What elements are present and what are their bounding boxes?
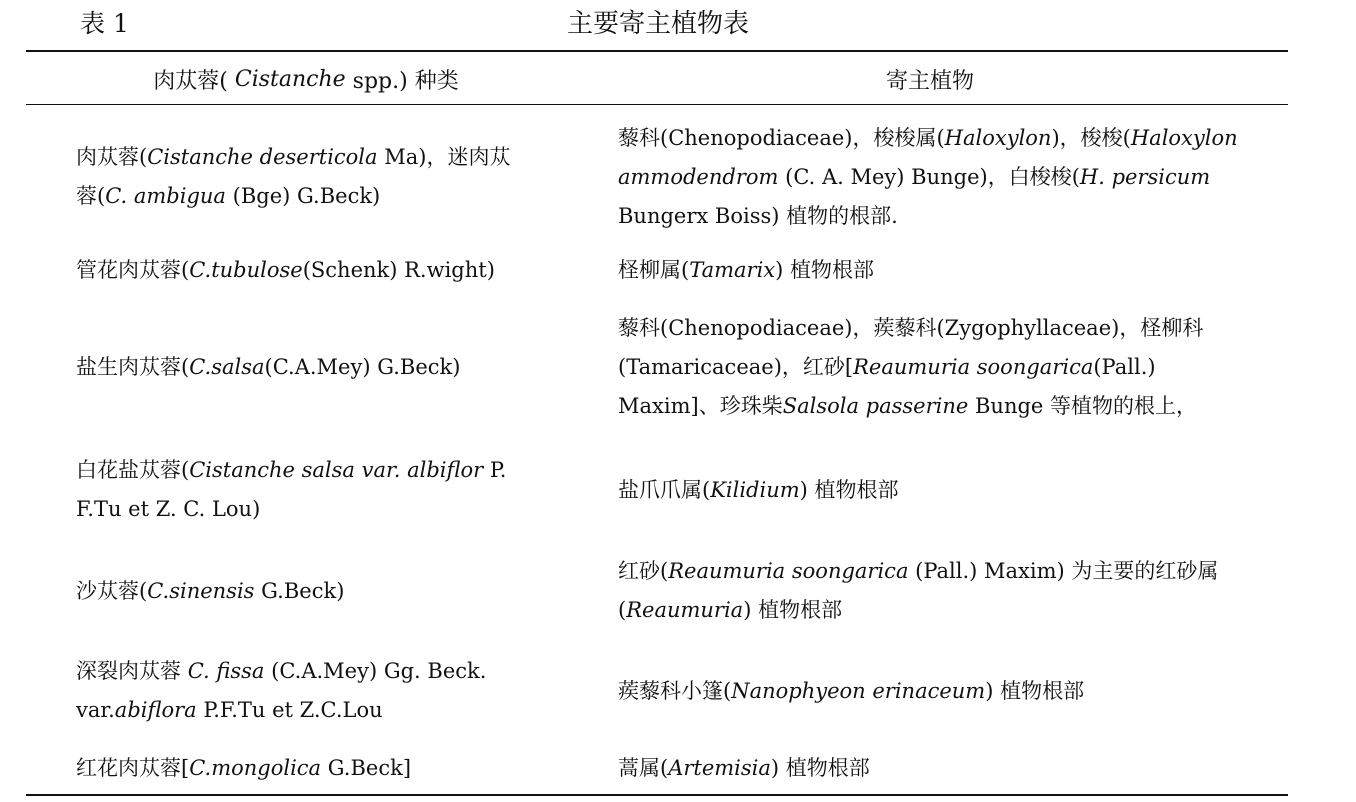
table-top-rule <box>26 50 1288 52</box>
table-row-species: 管花肉苁蓉(C.tubulose(Schenk) R.wight) <box>76 257 495 282</box>
table-row-host: 盐爪爪属(Kilidium) 植物根部 <box>618 477 899 502</box>
table-row-species: 盐生肉苁蓉(C.salsa(C.A.Mey) G.Beck) <box>76 354 461 379</box>
table-row-species: 红花肉苁蓉[C.mongolica G.Beck] <box>76 755 412 780</box>
column-header-host-plants: 寄主植物 <box>885 68 974 94</box>
table-bottom-rule <box>26 794 1288 796</box>
column-header-species: 肉苁蓉( Cistanche spp.) 种类 <box>153 66 459 94</box>
table-number: 表 1 <box>80 9 129 38</box>
table-header-rule <box>26 104 1288 105</box>
table-row-host: 藜科(Chenopodiaceae)，梭梭属(Haloxylon)，梭梭(Haloxylon ammodendrom (C. A. Mey) Bunge)，白梭梭(H. persicum Bungerx Boiss) 植物的根部. <box>618 125 1238 228</box>
table-row-species: 深裂肉苁蓉 C. fissa (C.A.Mey) Gg. Beck. var.abiflora P.F.Tu et Z.C.Lou <box>76 659 487 722</box>
table-row-species: 白花盐苁蓉(Cistanche salsa var. albiflor P. F.Tu et Z. C. Lou) <box>76 458 507 521</box>
table-row-host: 蒿属(Artemisia) 植物根部 <box>618 755 870 780</box>
table-row-host: 红砂(Reaumuria soongarica (Pall.) Maxim) 为主要的红砂属(Reaumuria) 植物根部 <box>618 559 1219 622</box>
table-row-host: 蒺藜科小篷(Nanophyeon erinaceum) 植物根部 <box>618 678 1085 703</box>
table-row-host: 柽柳属(Tamarix) 植物根部 <box>618 257 875 282</box>
table-row-host: 藜科(Chenopodiaceae)，蒺藜科(Zygophyllaceae)，柽柳科(Tamaricaceae)，红砂[Reaumuria soongarica(Pall.) Maxim]、珍珠柴Salsola passerine Bunge 等植物的根上， <box>618 315 1204 418</box>
table-row-species: 沙苁蓉(C.sinensis G.Beck) <box>76 578 345 603</box>
table-row-species: 肉苁蓉(Cistanche deserticola Ma)，迷肉苁蓉(C. ambigua (Bge) G.Beck) <box>76 145 511 208</box>
table-title: 主要寄主植物表 <box>566 9 749 39</box>
